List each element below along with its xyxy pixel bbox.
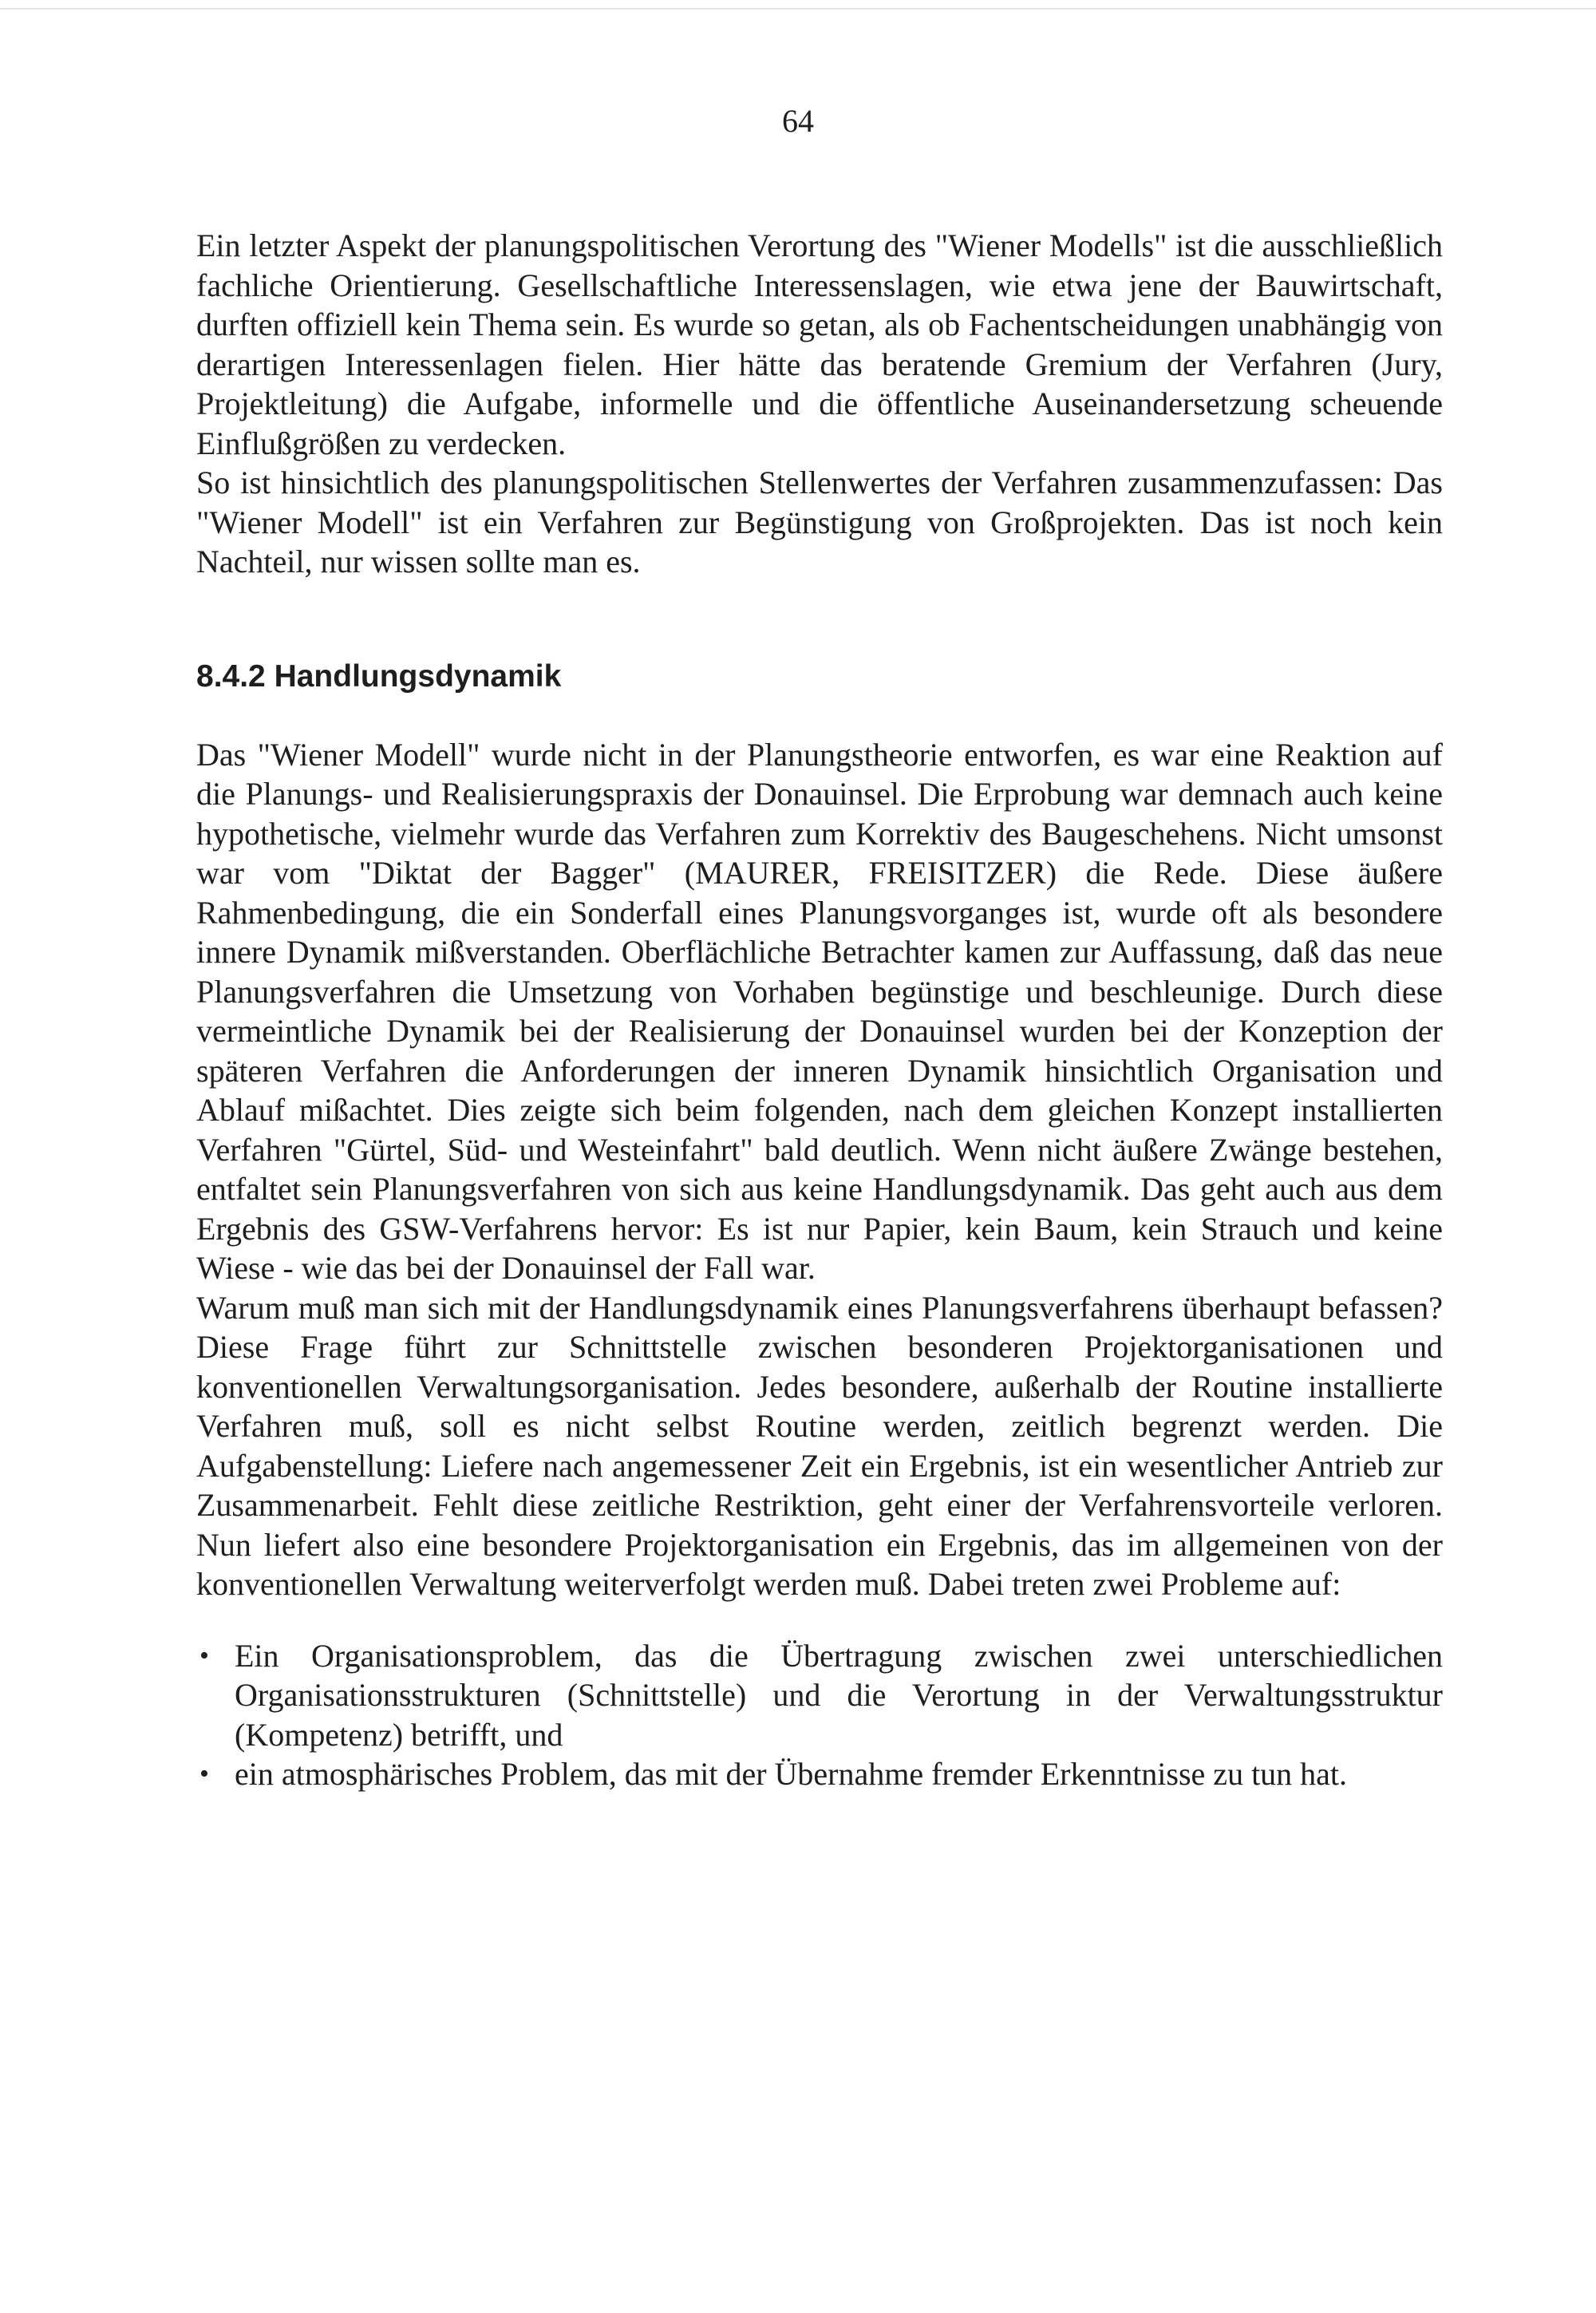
page-number: 64 xyxy=(782,103,814,139)
list-item-text: Ein Organisationsproblem, das die Übertragung zwischen zwei unterschiedlichen Organisationsstrukturen (Schnittstelle) und die Verortung in der Verwaltungsstruktur (Kompetenz) betrifft, und xyxy=(235,1637,1443,1753)
paragraph-orientation: Ein letzter Aspekt der planungspolitischen Verortung des "Wiener Modells" ist die ausschließlich fachliche Orientierung. Gesellschaftliche Interessenslagen, wie etwa jene der Bauwirtschaft, durften offiziell kein Thema sein. Es wurde so getan, als ob Fachentscheidungen unabhängig von derartigen Interessenlagen fielen. Hier hätte das beratende Gremium der Verfahren (Jury, Projektleitung) die Aufgabe, informelle und die öffentliche Auseinandersetzung scheuende Einflußgrößen zu verdecken. xyxy=(196,227,1443,461)
problem-list xyxy=(196,1636,1443,1794)
list-item-text: ein atmosphärisches Problem, das mit der Übernahme fremder Erkenntnisse zu tun hat. xyxy=(235,1756,1348,1792)
list-item xyxy=(196,1636,1443,1755)
page-top-edge xyxy=(0,8,1596,10)
section-heading: 8.4.2 Handlungsdynamik xyxy=(196,658,562,694)
page-body xyxy=(196,226,1443,1794)
bullet-icon: • xyxy=(200,1640,209,1670)
paragraph-interface: Warum muß man sich mit der Handlungsdynamik eines Planungsverfahrens überhaupt befassen? Diese Frage führt zur Schnittstelle zwischen besonderen Projektorganisationen und konventionellen Verwaltungsorganisation. Jedes besondere, außerhalb der Routine installierte Verfahren muß, soll es nicht selbst Routine werden, zeitlich begrenzt werden. Die Aufgabenstellung: Liefere nach angemessener Zeit ein Ergebnis, ist ein wesentlicher Antrieb zur Zusammenarbeit. Fehlt diese zeitliche Restriktion, geht einer der Verfahrensvorteile verloren. Nun liefert also eine besondere Projektorganisation ein Ergebnis, das im allgemeinen von der konventionellen Verwaltung weiterverfolgt werden muß. Dabei treten zwei Probleme auf: xyxy=(196,1289,1443,1602)
paragraph-dynamics: Das "Wiener Modell" wurde nicht in der Planungstheorie entworfen, es war eine Reaktion auf die Planungs- und Realisierungspraxis der Donauinsel. Die Erprobung war demnach auch keine hypothetische, vielmehr wurde das Verfahren zum Korrektiv des Baugeschehens. Nicht umsonst war vom "Diktat der Bagger" (MAURER, FREISITZER) die Rede. Diese äußere Rahmenbedingung, die ein Sonderfall eines Planungsvorganges ist, wurde oft als besondere innere Dynamik mißverstanden. Oberflächliche Betrachter kamen zur Auffassung, daß das neue Planungsverfahren die Umsetzung von Vorhaben begünstige und beschleunige. Durch diese vermeintliche Dynamik bei der Realisierung der Donauinsel wurden bei der Konzeption der späteren Verfahren die Anforderungen der inneren Dynamik hinsichtlich Organisation und Ablauf mißachtet. Dies zeigte sich beim folgenden, nach dem gleichen Konzept installierten Verfahren "Gürtel, Süd- und Westeinfahrt" bald deutlich. Wenn nicht äußere Zwänge bestehen, entfaltet sein Planungsverfahren von sich aus keine Handlungsdynamik. Das geht auch aus dem Ergebnis des GSW-Verfahrens hervor: Es ist nur Papier, kein Baum, kein Strauch und keine Wiese - wie das bei der Donauinsel der Fall war. xyxy=(196,736,1443,1286)
bullet-icon: • xyxy=(200,1759,209,1789)
paragraph-summary: So ist hinsichtlich des planungspolitischen Stellenwertes der Verfahren zusammenzufassen: Das "Wiener Modell" ist ein Verfahren zur Begünstigung von Großprojekten. Das ist noch kein Nachteil, nur wissen sollte man es. xyxy=(196,465,1443,579)
list-item xyxy=(196,1754,1443,1794)
